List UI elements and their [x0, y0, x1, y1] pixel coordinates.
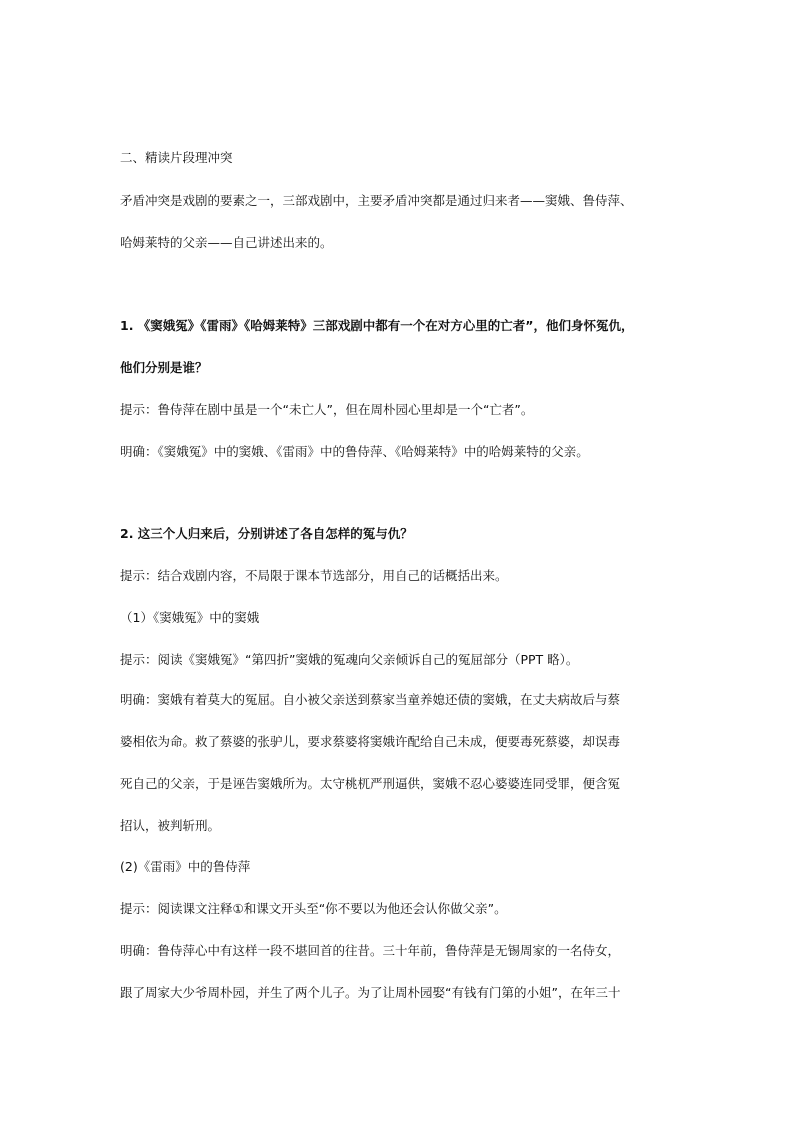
subsection-1-title: （1）《窦娥冤》中的窦娥 — [120, 610, 260, 625]
subsection-1-answer-line-3: 死自己的父亲，于是诬告窦娥所为。太守桃杌严刑逼供，窦娥不忍心婆婆连同受罪，便含冤 — [120, 776, 621, 791]
question-1-line-1: 1. 《窦娥冤》《雷雨》《哈姆莱特》三部戏剧中都有一个在对方心里的亡者”，他们身怀冤仇， — [120, 318, 634, 333]
question-1-hint: 提示：鲁侍萍在剧中虽是一个“未亡人”，但在周朴园心里却是一个“亡者”。 — [120, 402, 534, 417]
subsection-2-title: (2)《雷雨》中的鲁侍萍 — [120, 859, 251, 874]
subsection-1-hint: 提示：阅读《窦娥冤》“第四折”窦娥的冤魂向父亲倾诉自己的冤屈部分（PPT 略）。 — [120, 652, 579, 667]
question-1-line-2: 他们分别是谁？ — [120, 360, 208, 375]
question-1-answer: 明确：《窦娥冤》中的窦娥、《雷雨》中的鲁侍萍、《哈姆莱特》中的哈姆莱特的父亲。 — [120, 444, 589, 459]
section-heading: 二、精读片段理冲突 — [120, 150, 233, 165]
intro-line-2: 哈姆莱特的父亲——自己讲述出来的。 — [120, 235, 333, 250]
subsection-1-answer-line-1: 明确：窦娥有着莫大的冤屈。自小被父亲送到蔡家当童养媳还债的窦娥，在丈夫病故后与蔡 — [120, 692, 621, 707]
subsection-2-answer-line-2: 跟了周家大少爷周朴园，并生了两个儿子。为了让周朴园娶“有钱有门第的小姐”，在年三十 — [120, 985, 621, 1000]
subsection-1-answer-line-2: 婆相依为命。救了蔡婆的张驴儿，要求蔡婆将窦娥许配给自己未成，便要毒死蔡婆，却误毒 — [120, 734, 621, 749]
question-2-hint: 提示：结合戏剧内容，不局限于课本节选部分，用自己的话概括出来。 — [120, 568, 508, 583]
subsection-2-answer-line-1: 明确：鲁侍萍心中有这样一段不堪回首的往昔。三十年前，鲁侍萍是无锡周家的一名侍女， — [120, 943, 621, 958]
intro-line-1: 矛盾冲突是戏剧的要素之一，三部戏剧中，主要矛盾冲突都是通过归来者——窦娥、鲁侍萍、 — [120, 193, 633, 208]
subsection-1-answer-line-4: 招认，被判斩刑。 — [120, 818, 221, 833]
question-2: 2. 这三个人归来后，分别讲述了各自怎样的冤与仇？ — [120, 526, 413, 541]
subsection-2-hint: 提示：阅读课文注释①和课文开头至“你不要以为他还会认你做父亲”。 — [120, 901, 507, 916]
